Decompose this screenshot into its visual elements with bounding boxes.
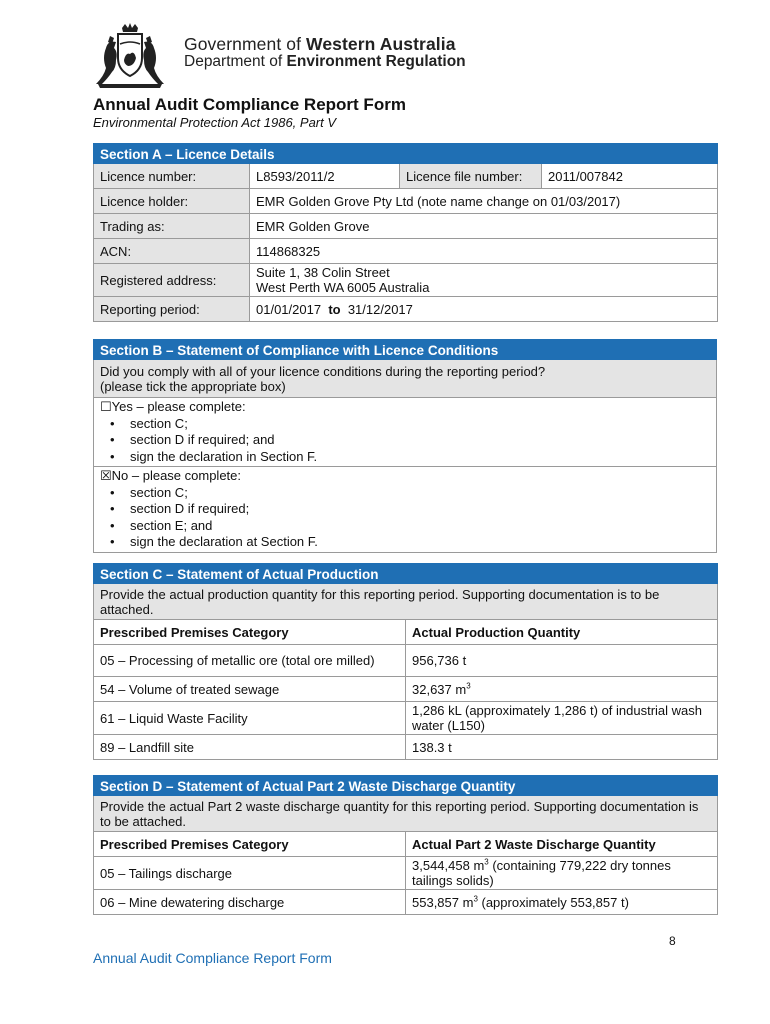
production-quantity[interactable]: 1,286 kL (approximately 1,286 t) of industrial wash water (L150) (406, 702, 718, 735)
section-d-table (93, 775, 718, 915)
page-number: 8 (669, 934, 676, 948)
licence-holder-label: Licence holder: (94, 189, 250, 214)
yes-label: Yes – please complete: (111, 399, 246, 414)
licence-holder-value[interactable]: EMR Golden Grove Pty Ltd (note name change on 01/03/2017) (250, 189, 718, 214)
production-category: 54 – Volume of treated sewage (94, 677, 406, 702)
no-checkbox[interactable]: ☒ (100, 468, 112, 483)
no-item: • section C; (130, 485, 710, 502)
yes-item: • section D if required; and (130, 432, 710, 449)
discharge-category: 05 – Tailings discharge (94, 857, 406, 890)
production-quantity[interactable]: 32,637 $m^3$ (406, 677, 718, 702)
registered-address-label: Registered address: (94, 264, 250, 297)
discharge-quantity[interactable]: 553,857 $m^3$ (approximately 553,857 t) (406, 890, 718, 915)
footer-title: Annual Audit Compliance Report Form (93, 950, 332, 966)
period-from: 01/01/2017 (256, 301, 322, 317)
section-b-heading: Section B – Statement of Compliance with Licence Conditions (94, 340, 717, 360)
form-title: Annual Audit Compliance Report Form (93, 95, 406, 114)
production-quantity[interactable]: 956,736 t (406, 645, 718, 677)
acn-value[interactable]: 114868325 (250, 239, 718, 264)
compliance-question: Did you comply with all of your licence conditions during the reporting period? (please tick the appropriate box) (94, 360, 717, 398)
production-category: 61 – Liquid Waste Facility (94, 702, 406, 735)
department-name: Department of Environment Regulation (184, 53, 466, 70)
period-to: 31/12/2017 (347, 301, 413, 317)
reporting-period-value[interactable] (250, 297, 718, 322)
acn-label: ACN: (94, 239, 250, 264)
section-c-heading: Section C – Statement of Actual Production (94, 564, 718, 584)
discharge-category: 06 – Mine dewatering discharge (94, 890, 406, 915)
section-a-table (93, 143, 718, 322)
column-header-quantity: Actual Production Quantity (406, 620, 718, 645)
yes-item: • section C; (130, 416, 710, 433)
no-item: • section E; and (130, 518, 710, 535)
section-c-table (93, 563, 718, 760)
no-item: • section D if required; (130, 501, 710, 518)
column-header-category: Prescribed Premises Category (94, 832, 406, 857)
trading-as-value[interactable]: EMR Golden Grove (250, 214, 718, 239)
discharge-quantity[interactable]: 3,544,458 $m^3$ (containing 779,222 dry tonnes tailings solids) (406, 857, 718, 890)
licence-number-value[interactable]: L8593/2011/2 (250, 164, 400, 189)
coat-of-arms-logo (90, 22, 170, 90)
yes-checkbox[interactable]: ☐ (100, 399, 112, 414)
no-item: • sign the declaration at Section F. (130, 534, 710, 551)
column-header-category: Prescribed Premises Category (94, 620, 406, 645)
address-line-2: West Perth WA 6005 Australia (256, 280, 430, 295)
section-d-instruction: Provide the actual Part 2 waste discharge quantity for this reporting period. Supporting documentation is to be attached. (94, 796, 718, 832)
production-category: 89 – Landfill site (94, 735, 406, 760)
production-category: 05 – Processing of metallic ore (total ore milled) (94, 645, 406, 677)
option-yes (94, 398, 717, 467)
government-name: Government of Western Australia (184, 34, 456, 54)
address-line-1: Suite 1, 38 Colin Street (256, 265, 390, 280)
form-subtitle: Environmental Protection Act 1986, Part V (93, 115, 337, 130)
trading-as-label: Trading as: (94, 214, 250, 239)
section-c-instruction: Provide the actual production quantity for this reporting period. Supporting documentation is to be attached. (94, 584, 718, 620)
yes-item: • sign the declaration in Section F. (130, 449, 710, 466)
licence-number-label: Licence number: (94, 164, 250, 189)
licence-file-label: Licence file number: (400, 164, 542, 189)
registered-address-value[interactable] (250, 264, 718, 297)
option-no (94, 467, 717, 553)
section-a-heading: Section A – Licence Details (94, 144, 718, 164)
no-label: No – please complete: (111, 468, 242, 483)
column-header-discharge-quantity: Actual Part 2 Waste Discharge Quantity (406, 832, 718, 857)
section-b-table (93, 339, 717, 553)
licence-file-value[interactable]: 2011/007842 (542, 164, 718, 189)
reporting-period-label: Reporting period: (94, 297, 250, 322)
period-to-word: to (328, 301, 341, 317)
production-quantity[interactable]: 138.3 t (406, 735, 718, 760)
letterhead (90, 22, 550, 90)
section-d-heading: Section D – Statement of Actual Part 2 Waste Discharge Quantity (94, 776, 718, 796)
